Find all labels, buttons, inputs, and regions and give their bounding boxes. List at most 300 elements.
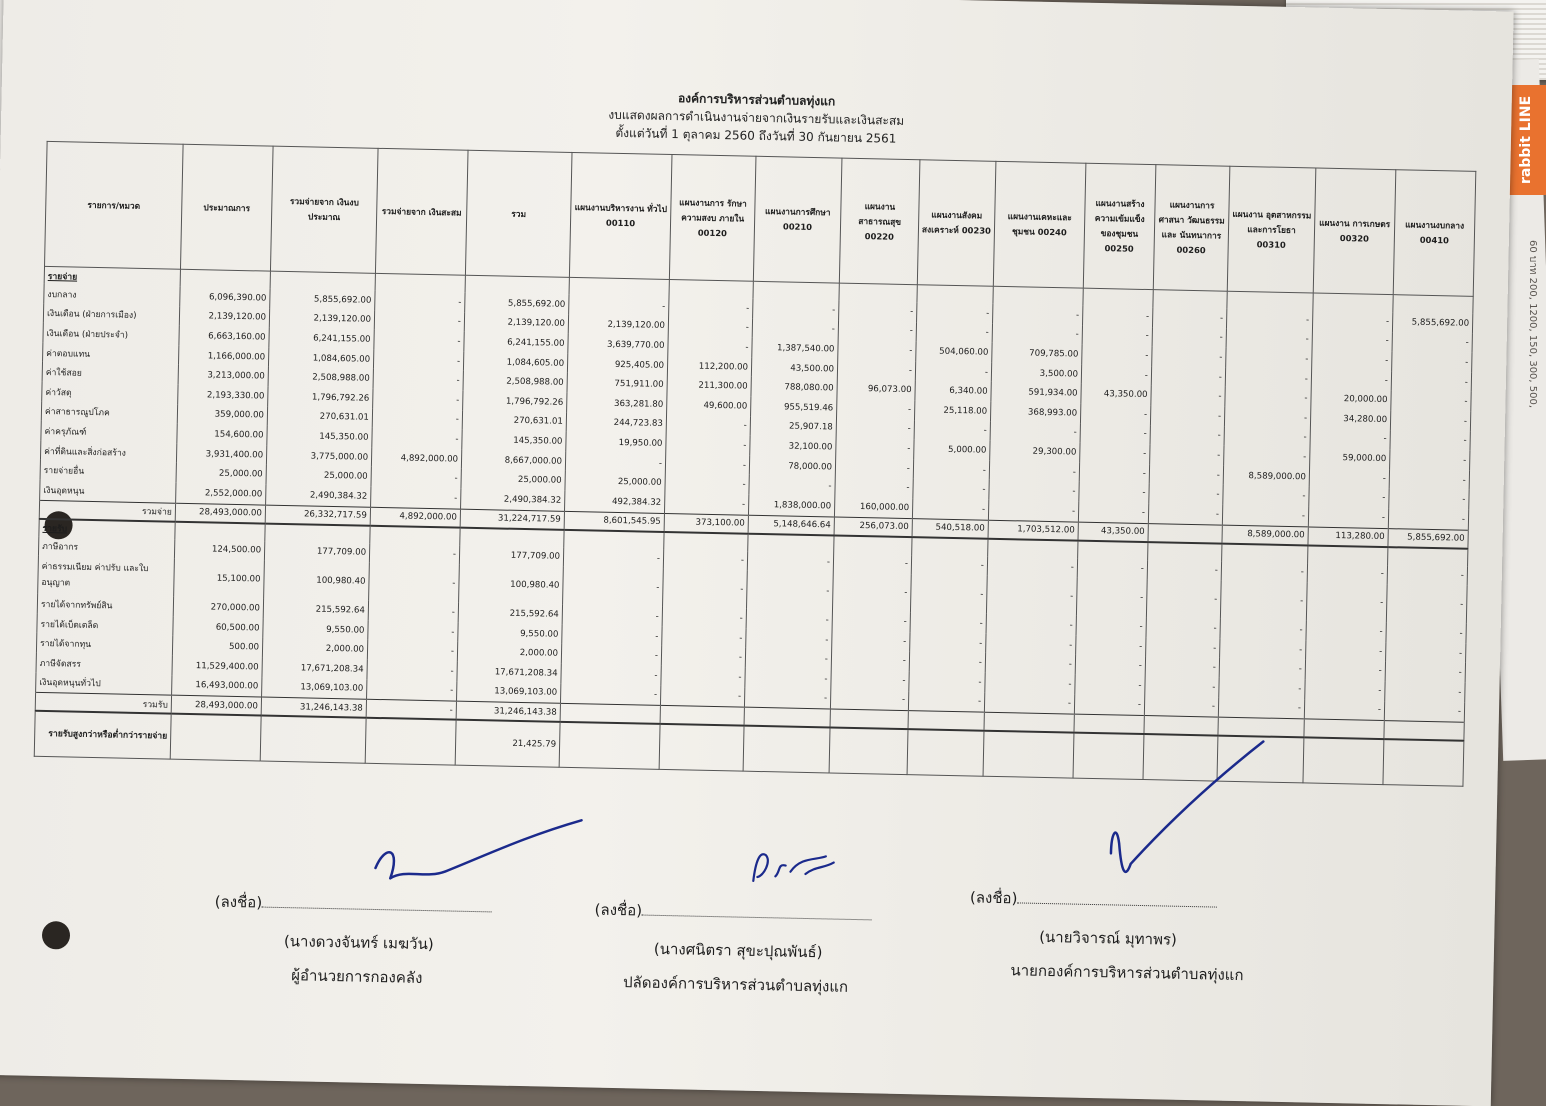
handwritten-signature-2 xyxy=(745,841,846,893)
table-cell: - xyxy=(668,336,752,357)
table-cell: - xyxy=(839,301,917,322)
table-cell: - xyxy=(669,297,753,318)
table-cell: - xyxy=(987,556,1077,577)
column-header: แผนงานสังคม สงเคราะห์ 00230 xyxy=(917,160,996,287)
empty-cell xyxy=(465,275,569,295)
table-cell: 2,508,988.00 xyxy=(463,371,567,393)
table-cell: - xyxy=(1150,405,1224,426)
row-label: ค่าครุภัณฑ์ xyxy=(41,421,177,443)
table-cell: 43,350.00 xyxy=(1081,384,1151,405)
table-cell: - xyxy=(984,692,1074,714)
table-cell: - xyxy=(1076,635,1146,656)
table-cell: 363,281.80 xyxy=(567,393,667,415)
table-cell: - xyxy=(1388,508,1468,530)
column-header: แผนงาน สาธารณสุข 00220 xyxy=(839,158,920,285)
table-cell: - xyxy=(1075,674,1145,695)
table-cell: 2,000.00 xyxy=(262,638,367,660)
table-cell: 3,213,000.00 xyxy=(178,365,268,386)
table-cell: - xyxy=(1219,678,1305,699)
table-cell: - xyxy=(369,563,460,603)
column-header: แผนงาน การเกษตร 00320 xyxy=(1313,168,1396,295)
table-cell xyxy=(559,722,660,770)
table-cell: - xyxy=(1386,622,1466,643)
empty-cell xyxy=(1222,543,1308,563)
table-cell: - xyxy=(1391,371,1471,392)
table-cell: - xyxy=(1144,696,1218,718)
side-print-text: 60 บาท 200, 1200, 150, 300, 500, xyxy=(1527,240,1538,409)
table-cell: - xyxy=(1145,656,1219,677)
table-cell: - xyxy=(1390,430,1470,451)
table-cell: 270,000.00 xyxy=(173,597,263,618)
table-cell: - xyxy=(832,573,911,613)
table-cell: 31,224,717.59 xyxy=(460,509,564,530)
table-cell: 3,500.00 xyxy=(991,363,1081,384)
row-label: ค่าธรรมเนียม ค่าปรับ และใบอนุญาต xyxy=(38,556,175,597)
row-label: รวมจ่าย xyxy=(39,500,175,521)
table-cell: - xyxy=(563,547,663,569)
financial-table xyxy=(34,141,1477,787)
table-cell: - xyxy=(1387,565,1467,586)
table-cell: 21,425.79 xyxy=(455,720,560,768)
table-cell: 28,493,000.00 xyxy=(171,695,261,715)
table-cell xyxy=(1148,523,1222,543)
table-cell: - xyxy=(832,611,910,632)
table-cell: - xyxy=(1224,407,1310,428)
table-cell xyxy=(829,728,908,775)
table-cell xyxy=(983,731,1074,778)
table-cell: - xyxy=(836,418,914,439)
table-cell: 32,100.00 xyxy=(750,436,836,457)
table-cell: - xyxy=(367,640,457,661)
table-cell: - xyxy=(986,633,1076,654)
table-cell: 3,775,000.00 xyxy=(266,445,371,467)
table-cell: - xyxy=(368,601,458,622)
empty-cell xyxy=(753,281,839,300)
row-label: รายได้จากทรัพย์สิน xyxy=(37,594,173,616)
table-cell: 709,785.00 xyxy=(992,343,1082,364)
table-cell xyxy=(260,716,366,764)
signer-name: (นางดวงจันทร์ เมฆวัน) xyxy=(283,932,434,954)
table-cell: - xyxy=(1385,681,1465,702)
signer-position: ผู้อำนวยการกองคลัง xyxy=(291,966,423,987)
table-cell: - xyxy=(835,477,913,498)
table-cell: - xyxy=(917,302,993,323)
table-cell: - xyxy=(1308,506,1388,528)
table-cell: - xyxy=(661,646,745,667)
table-cell: - xyxy=(1149,483,1223,504)
table-cell: - xyxy=(746,571,833,611)
column-header: รวมจ่ายจาก เงินสะสม xyxy=(375,148,468,275)
row-label: รวมรับ xyxy=(35,692,171,713)
table-cell: 4,892,000.00 xyxy=(371,448,461,469)
table-cell xyxy=(830,709,908,729)
table-cell: - xyxy=(908,691,984,713)
table-cell: - xyxy=(1389,488,1469,509)
table-cell: 13,069,103.00 xyxy=(262,677,367,699)
table-cell: - xyxy=(831,669,909,690)
empty-cell xyxy=(988,538,1078,558)
table-cell: - xyxy=(838,320,916,341)
table-cell: 34,280.00 xyxy=(1310,408,1390,429)
table-cell: 6,241,155.00 xyxy=(464,332,568,354)
table-cell: - xyxy=(830,689,908,711)
table-cell: - xyxy=(367,660,457,681)
table-cell: - xyxy=(666,415,750,436)
column-header: แผนงานเคหะและ ชุมชน 00240 xyxy=(993,161,1086,288)
table-cell: 20,000.00 xyxy=(1311,389,1391,410)
table-cell: - xyxy=(1225,387,1311,408)
table-cell: 100,980.40 xyxy=(459,565,564,605)
table-cell: - xyxy=(1310,428,1390,449)
table-cell: - xyxy=(1390,410,1470,431)
table-cell: 5,855,692.00 xyxy=(1388,528,1468,548)
table-cell: - xyxy=(1386,642,1466,663)
table-cell: 500.00 xyxy=(172,636,262,657)
empty-cell xyxy=(834,535,912,555)
row-label: ค่าที่ดินและสิ่งก่อสร้าง xyxy=(40,441,176,463)
table-cell: - xyxy=(1081,364,1151,385)
table-cell: 1,703,512.00 xyxy=(988,520,1078,540)
table-cell: - xyxy=(565,452,665,474)
table-cell: - xyxy=(1077,558,1147,579)
table-cell: 2,139,120.00 xyxy=(269,308,374,330)
sign-label: (ลงชื่อ) xyxy=(969,888,1018,908)
table-cell: - xyxy=(1146,637,1220,658)
table-cell: - xyxy=(1146,617,1220,638)
table-cell: 124,500.00 xyxy=(174,539,264,560)
table-cell: - xyxy=(909,671,985,692)
table-cell: - xyxy=(1080,443,1150,464)
column-header: แผนงานงบกลาง 00410 xyxy=(1393,170,1476,297)
empty-cell xyxy=(993,286,1083,305)
sign-label: (ลงชื่อ) xyxy=(594,900,643,920)
table-cell: - xyxy=(1226,348,1312,369)
row-label: รายได้จากทุน xyxy=(36,633,172,655)
table-cell: - xyxy=(662,627,746,648)
signature-line xyxy=(642,903,872,921)
table-cell: 28,493,000.00 xyxy=(175,503,265,523)
section-label: รายจ่าย xyxy=(44,266,180,286)
sign-label: (ลงชื่อ) xyxy=(214,892,263,912)
table-cell: - xyxy=(913,478,989,499)
empty-cell xyxy=(1153,290,1227,309)
table-cell: - xyxy=(561,664,661,686)
table-cell: - xyxy=(832,630,910,651)
table-cell: - xyxy=(1079,482,1149,503)
signer-name: (นางศนิตรา สุขะปุณพันธ์) xyxy=(653,939,823,962)
table-cell: 215,592.64 xyxy=(263,599,368,621)
empty-cell xyxy=(270,271,375,291)
table-cell: 59,000.00 xyxy=(1310,448,1390,469)
table-cell: - xyxy=(663,549,747,570)
table-cell xyxy=(908,711,984,731)
table-cell: - xyxy=(1222,505,1308,527)
table-cell: 60,500.00 xyxy=(173,616,263,637)
handwritten-signature-3 xyxy=(1085,723,1289,907)
table-cell: - xyxy=(1220,638,1306,659)
table-cell: - xyxy=(1386,584,1467,624)
table-cell: 492,384.32 xyxy=(565,491,665,513)
table-cell: - xyxy=(1080,404,1150,425)
table-cell: - xyxy=(1083,306,1153,327)
column-header: แผนงานการศึกษา 00210 xyxy=(753,156,842,283)
table-cell: 3,639,770.00 xyxy=(568,334,668,356)
table-cell xyxy=(659,724,744,771)
table-cell: - xyxy=(1152,307,1226,328)
table-cell: - xyxy=(372,428,462,449)
row-label: ค่าใช้สอย xyxy=(42,362,178,384)
table-cell: 9,550.00 xyxy=(458,622,562,644)
table-cell: - xyxy=(833,553,911,574)
table-cell: - xyxy=(1221,561,1307,582)
table-body xyxy=(34,266,1473,786)
table-cell: 1,796,792.26 xyxy=(463,391,567,413)
table-cell: - xyxy=(665,454,749,475)
table-cell: - xyxy=(1218,697,1304,719)
table-cell: - xyxy=(374,310,464,331)
table-cell: - xyxy=(1078,502,1148,524)
table-cell xyxy=(170,714,261,761)
column-header: แผนงานบริหารงาน ทั่วไป 00110 xyxy=(569,152,672,279)
table-cell: - xyxy=(367,679,457,701)
table-cell: 368,993.00 xyxy=(990,402,1080,423)
table-cell: - xyxy=(836,438,914,459)
table-cell: - xyxy=(1075,655,1145,676)
section-label: รายรับ xyxy=(39,518,175,539)
table-cell: - xyxy=(373,369,463,390)
table-cell: - xyxy=(1148,503,1222,525)
table-cell: - xyxy=(1146,579,1221,619)
table-cell: - xyxy=(371,467,461,488)
column-header: รวม xyxy=(465,150,572,277)
table-cell: 1,084,605.00 xyxy=(268,347,373,369)
table-cell: - xyxy=(1151,385,1225,406)
signer-position: นายกองค์การบริหารส่วนตำบลทุ่งแก xyxy=(1010,961,1244,985)
table-cell: 160,000.00 xyxy=(834,496,912,518)
table-cell: 2,490,384.32 xyxy=(266,485,371,507)
table-cell: - xyxy=(744,687,830,709)
punch-hole-bottom xyxy=(42,921,71,950)
table-cell: - xyxy=(1312,350,1392,371)
table-cell: 43,500.00 xyxy=(751,358,837,379)
table-cell xyxy=(660,706,744,726)
table-cell: 244,723.83 xyxy=(566,412,666,434)
table-cell: - xyxy=(374,330,464,351)
table-cell: - xyxy=(1076,616,1146,637)
row-label: เงินอุดหนุนทั่วไป xyxy=(36,672,172,695)
table-cell: 31,246,143.38 xyxy=(261,697,366,718)
row-label: ค่าสาธารณูปโภค xyxy=(41,401,177,423)
table-cell: 16,493,000.00 xyxy=(172,675,262,697)
table-cell: 359,000.00 xyxy=(177,404,267,425)
table-cell: - xyxy=(1150,444,1224,465)
column-header-category: รายการ/หมวด xyxy=(45,141,184,269)
empty-cell xyxy=(1148,542,1222,562)
table-cell: 6,241,155.00 xyxy=(269,328,374,350)
table-cell: - xyxy=(1224,446,1310,467)
table-cell: - xyxy=(990,421,1080,442)
signer-name: (นายวิจารณ์ มุทาพร) xyxy=(1038,927,1178,949)
table-cell: - xyxy=(569,295,669,317)
table-cell: 177,709.00 xyxy=(264,541,369,563)
table-cell: 8,589,000.00 xyxy=(1223,465,1309,486)
table-cell: - xyxy=(1223,485,1309,506)
table-cell: - xyxy=(1149,464,1223,485)
table-cell: - xyxy=(561,644,661,666)
table-cell: - xyxy=(1150,425,1224,446)
column-header: ประมาณการ xyxy=(180,144,273,271)
table-cell: 31,246,143.38 xyxy=(456,701,560,722)
table-cell: 270,631.01 xyxy=(267,406,372,428)
table-cell: - xyxy=(989,460,1079,481)
row-label: เงินอุดหนุน xyxy=(40,480,176,503)
table-cell: 11,529,400.00 xyxy=(172,656,262,677)
table-cell: 49,600.00 xyxy=(667,395,751,416)
table-cell: 25,907.18 xyxy=(750,416,836,437)
table-cell: - xyxy=(989,480,1079,501)
table-cell: - xyxy=(838,340,916,361)
table-cell xyxy=(1383,739,1464,786)
table-cell: 26,332,717.59 xyxy=(265,505,370,526)
table-cell: - xyxy=(1224,426,1310,447)
table-cell: - xyxy=(1082,325,1152,346)
table-cell: 19,950.00 xyxy=(566,432,666,454)
table-cell: - xyxy=(835,457,913,478)
table-cell: - xyxy=(373,389,463,410)
table-cell: - xyxy=(837,399,915,420)
table-cell: 955,519.46 xyxy=(751,397,837,418)
table-cell: - xyxy=(1384,701,1464,723)
row-label: ค่าตอบแทน xyxy=(43,343,179,365)
table-cell: - xyxy=(1306,621,1386,642)
empty-cell xyxy=(569,277,669,297)
signer-position: ปลัดองค์การบริหารส่วนตำบลทุ่งแก xyxy=(622,973,849,996)
table-cell: - xyxy=(665,473,749,494)
table-cell: - xyxy=(1304,699,1384,721)
empty-cell xyxy=(1078,540,1148,559)
table-cell: - xyxy=(1390,449,1470,470)
table-cell: - xyxy=(563,567,664,607)
row-label: รายจ่ายอื่น xyxy=(40,460,176,482)
table-cell: - xyxy=(745,668,831,689)
table-cell: 112,200.00 xyxy=(667,356,751,377)
table-cell: - xyxy=(752,318,838,339)
table-cell: - xyxy=(1389,469,1469,490)
table-cell: - xyxy=(1219,658,1305,679)
handwritten-signature-1 xyxy=(365,808,597,903)
table-cell: 6,340.00 xyxy=(915,381,991,402)
table-cell: 25,000.00 xyxy=(565,471,665,493)
table-cell: 2,000.00 xyxy=(457,642,561,664)
table-cell: - xyxy=(831,650,909,671)
table-cell: 6,096,390.00 xyxy=(180,287,270,308)
table-cell: 25,118.00 xyxy=(914,400,990,421)
table-cell: - xyxy=(1392,351,1472,372)
table-cell: - xyxy=(1305,679,1385,700)
empty-cell xyxy=(1313,293,1393,312)
signature-block-chief-administrator xyxy=(593,898,872,1000)
table-cell: - xyxy=(909,651,985,672)
table-cell: - xyxy=(911,555,987,576)
table-cell: 925,405.00 xyxy=(567,354,667,376)
table-cell: 788,080.00 xyxy=(751,377,837,398)
table-cell: - xyxy=(915,361,991,382)
table-cell xyxy=(560,703,660,724)
row-label: ค่าวัสดุ xyxy=(42,382,178,404)
table-cell: 145,350.00 xyxy=(462,430,566,452)
table-cell: - xyxy=(910,574,987,614)
rabbit-line-tag: rabbit LINE xyxy=(1506,85,1546,195)
empty-cell xyxy=(265,523,370,543)
signature-block-finance-director xyxy=(213,890,492,992)
table-cell: - xyxy=(1074,694,1144,716)
empty-cell xyxy=(917,285,993,304)
empty-cell xyxy=(370,525,460,545)
table-cell: - xyxy=(1307,563,1387,584)
table-cell: - xyxy=(1151,366,1225,387)
empty-cell xyxy=(180,269,270,288)
table-cell: 6,663,160.00 xyxy=(179,326,269,347)
table-cell: 25,000.00 xyxy=(461,469,565,491)
table-cell: 113,280.00 xyxy=(1308,526,1388,546)
table-cell: - xyxy=(1305,660,1385,681)
empty-cell xyxy=(1083,288,1153,307)
table-cell: 17,671,208.34 xyxy=(457,662,561,684)
empty-cell xyxy=(1388,547,1468,567)
table-cell: 100,980.40 xyxy=(264,561,370,601)
table-cell: - xyxy=(369,543,459,564)
row-label: ภาษีจัดสรร xyxy=(36,653,172,675)
table-cell: - xyxy=(914,420,990,441)
row-label: ภาษีอากร xyxy=(38,536,174,558)
table-cell: - xyxy=(368,620,458,641)
table-cell: - xyxy=(1152,346,1226,367)
empty-cell xyxy=(839,283,917,302)
table-cell: 2,490,384.32 xyxy=(461,489,565,511)
table-cell: - xyxy=(1391,391,1471,412)
table-cell: - xyxy=(1220,581,1307,621)
table-cell: 3,931,400.00 xyxy=(176,443,266,464)
table-cell: 504,060.00 xyxy=(916,341,992,362)
table-cell: 2,139,120.00 xyxy=(179,306,269,327)
table-cell: - xyxy=(662,607,746,628)
table-cell: 25,000.00 xyxy=(176,463,266,484)
table-cell: - xyxy=(986,614,1076,635)
table-cell xyxy=(907,729,984,776)
table-cell: - xyxy=(745,648,831,669)
row-label: รายรับสูงกว่าหรือต่ำกว่ารายจ่าย xyxy=(34,711,171,759)
table-cell: - xyxy=(375,291,465,312)
table-cell: 591,934.00 xyxy=(991,382,1081,403)
table-cell: - xyxy=(916,322,992,343)
table-cell: - xyxy=(371,487,461,509)
table-cell: - xyxy=(1076,578,1147,617)
table-cell: 1,166,000.00 xyxy=(178,346,268,367)
table-cell: - xyxy=(1306,583,1387,623)
row-label: เงินเดือน (ฝ่ายประจำ) xyxy=(43,323,179,345)
table-cell: - xyxy=(993,304,1083,325)
document-period: ตั้งแต่วันที่ 1 ตุลาคม 2560 ถึงวันที่ 30 กันยายน 2561 xyxy=(615,125,897,146)
table-cell: 9,550.00 xyxy=(263,618,368,640)
document-subtitle: งบแสดงผลการดำเนินงานจ่ายจากเงินรายรับและเงินสะสม xyxy=(608,107,905,128)
table-cell: 17,671,208.34 xyxy=(262,657,367,679)
table-cell: - xyxy=(1147,560,1221,581)
table-cell: 5,000.00 xyxy=(914,439,990,460)
table-cell: - xyxy=(1226,328,1312,349)
table-cell: 1,084,605.00 xyxy=(463,351,567,373)
empty-cell xyxy=(912,537,988,557)
table-cell xyxy=(984,712,1074,732)
